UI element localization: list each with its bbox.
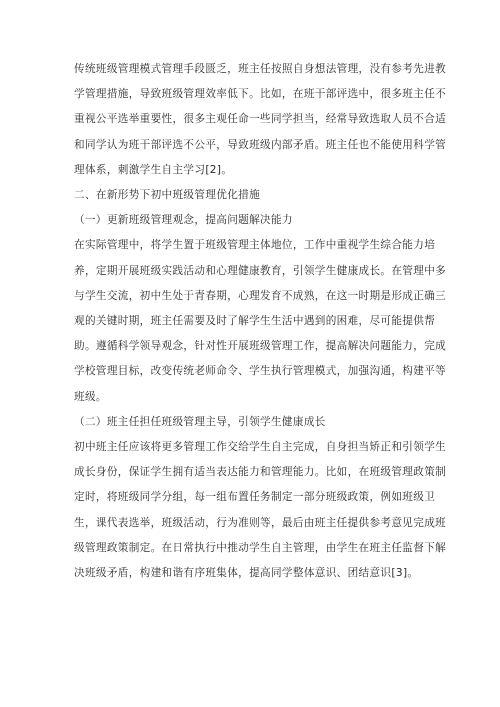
text-line: 初中班主任应该将更多管理工作交给学生自主完成，自身担当矫正和引领学生 <box>74 441 447 454</box>
text-line: 与学生交流，初中生处于青春期，心理发育不成熟，在这一时期是形成正确三 <box>74 289 447 302</box>
text-line: 在实际管理中，将学生置于班级管理主体地位，工作中重视学生综合能力培 <box>74 239 436 252</box>
text-line: 定时，将班级同学分组，每一组布置任务制定一部分班级政策，例如班级卫 <box>74 491 436 504</box>
paragraph-1 <box>74 57 454 183</box>
text-line: 观的关键时期，班主任需要及时了解学生生活中遇到的困难，尽可能提供帮 <box>74 315 436 328</box>
text-line: 成长身份，保证学生拥有适当表达能力和管理能力。比如，在班级管理政策制 <box>74 466 447 479</box>
text-line: 级管理政策制定。在日常执行中推动学生自主管理，由学生在班主任监督下解 <box>74 541 447 554</box>
text-line: 理体系，刺激学生自主学习[2]。 <box>74 163 233 176</box>
text-line: 班级。 <box>74 390 107 403</box>
subsection-heading-1: （一）更新班级管理观念，提高问题解决能力 <box>74 214 293 227</box>
text-line: 重视公平选举重要性，很多主观任命一些同学担当，经常导致选取人员不合适 <box>74 113 447 126</box>
text-line: 养，定期开展班级实践活动和心理健康教育，引领学生健康成长。在管理中多 <box>74 264 447 277</box>
subsection-heading-2: （二）班主任担任班级管理主导，引领学生健康成长 <box>74 415 326 428</box>
paragraph-3 <box>74 435 454 586</box>
text-line: 学校管理目标，改变传统老师命令、学生执行管理模式，加强沟通，构建平等 <box>74 365 447 378</box>
text-line: 决班级矛盾，构建和谐有序班集体，提高同学整体意识、团结意识[3]。 <box>74 567 419 580</box>
text-line: 传统班级管理模式管理手段匮乏，班主任按照自身想法管理，没有参考先进教 <box>74 63 447 75</box>
text-line: 学管理措施，导致班级管理效率低下。比如，在班干部评选中，很多班主任不 <box>74 88 447 101</box>
paragraph-2 <box>74 233 454 409</box>
text-line: 和同学认为班干部评选不公平，导致班级内部矛盾。班主任也不能使用科学管 <box>74 138 447 151</box>
text-line: 生，课代表选举，班级活动，行为准则等，最后由班主任提供参考意见完成班 <box>74 516 447 529</box>
section-heading: 二、在新形势下初中班级管理优化措施 <box>74 189 261 202</box>
text-line: 助。遵循科学领导观念，针对性开展班级管理工作，提高解决问题能力，完成 <box>74 340 447 353</box>
